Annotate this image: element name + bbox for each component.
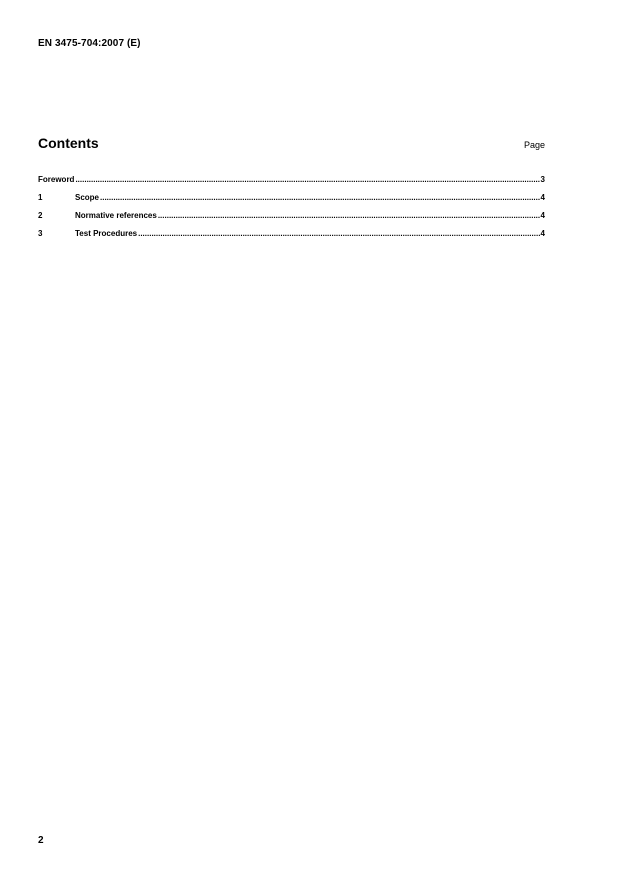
toc-entry-title: Foreword — [38, 175, 75, 184]
toc-dot-leader — [100, 193, 540, 202]
toc-entry-title: Scope — [75, 193, 100, 202]
toc-dot-leader — [158, 211, 540, 220]
toc-dot-leader — [75, 175, 539, 184]
toc-entry-title: Normative references — [75, 211, 157, 220]
toc-dot-leader — [138, 229, 539, 238]
contents-title: Contents — [38, 135, 99, 151]
toc-entry-page: 3 — [540, 175, 545, 184]
page-column-label: Page — [523, 140, 545, 150]
page-number: 2 — [38, 835, 44, 846]
toc-entry-number: 1 — [38, 193, 43, 202]
toc-entry-normative-references[interactable] — [38, 211, 545, 229]
toc-entry-page: 4 — [540, 211, 545, 220]
document-id: EN 3475-704:2007 (E) — [38, 38, 141, 49]
toc-entry-scope[interactable] — [38, 193, 545, 211]
toc-entry-page: 4 — [540, 229, 545, 238]
toc-entry-page: 4 — [540, 193, 545, 202]
toc-entry-number: 2 — [38, 211, 43, 220]
toc-entry-test-procedures[interactable] — [38, 229, 545, 247]
toc-entry-number: 3 — [38, 229, 43, 238]
table-of-contents — [38, 175, 545, 247]
toc-entry-title: Test Procedures — [75, 229, 138, 238]
toc-entry-foreword[interactable] — [38, 175, 545, 193]
